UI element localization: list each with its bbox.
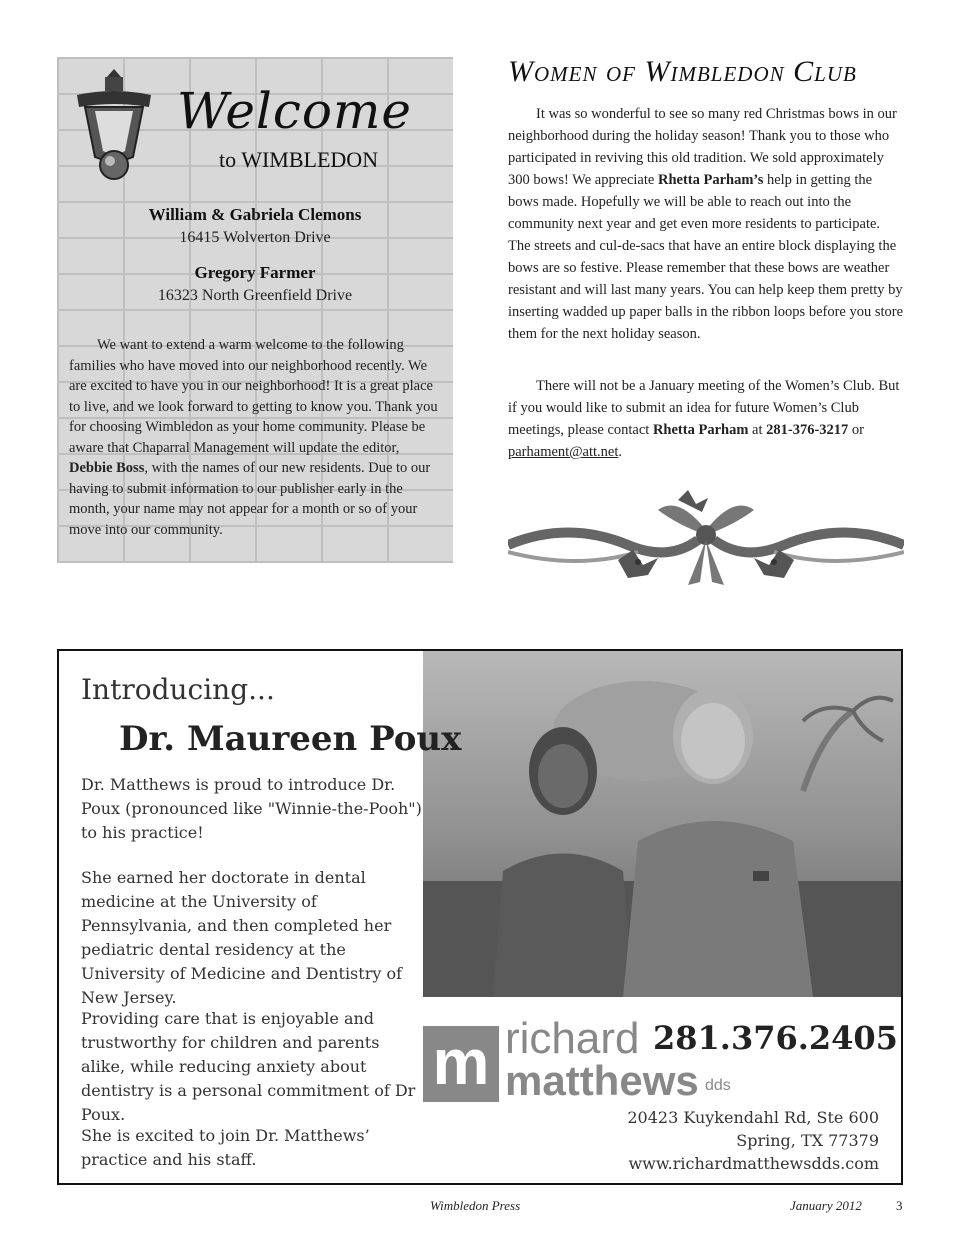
- ad-address-line-2: Spring, TX 77379: [736, 1131, 879, 1150]
- welcome-text-part: We want to extend a warm welcome to the following families who have moved into our neighborhood recently. We are excited to have you in our neighborhood! It is a great place to live, and we look forward to getting to know you. Thank you for choosing Wimbledon as your home community. Please be aware that Chaparral Management will update the editor,: [69, 337, 438, 456]
- club-text-part: help in getting the bows made. Hopefully we will be able to reach out into the community next year and get even more residents to participate. The streets and cul-de-sacs that have an entire block displaying the bows are so festive. Please remember that these bows are weather resistant and will last many years. You can help keep them pretty by inserting wadded up paper balls in the ribbon loops before you store them for the next holiday season.: [508, 172, 904, 342]
- welcome-subtitle: to WIMBLEDON: [219, 147, 379, 172]
- ad-paragraph-2: She earned her doctorate in dental medicine at the University of Pennsylvania, and then completed her pediatric dental residency at the University of Medicine and Dentistry of New Jersey.: [81, 868, 403, 1007]
- ad-address-line-1: 20423 Kuykendahl Rd, Ste 600: [627, 1108, 879, 1127]
- ad-paragraph-4: She is excited to join Dr. Matthews’ practice and his staff.: [81, 1126, 370, 1169]
- club-paragraph-1: [508, 103, 904, 345]
- richard-matthews-logo-mark: m: [423, 1026, 499, 1102]
- resident-entry: [57, 263, 453, 305]
- ad-paragraph-1: Dr. Matthews is proud to introduce Dr. Poux (pronounced like "Winnie-the-Pooh") to his practice!: [81, 775, 422, 842]
- page-number: 3: [896, 1198, 903, 1213]
- club-contact-name: Rhetta Parham’s: [657, 172, 764, 188]
- logo-matthews-text: matthews: [505, 1057, 699, 1104]
- doctor-name: Dr. Maureen Poux: [119, 719, 462, 759]
- club-text-part: .: [618, 444, 623, 460]
- club-text-part: There will not be a January meeting of the Women’s Club. But if you would like to submit an idea for future Women’s Club meetings, please contact: [508, 378, 900, 438]
- logo-dds-text: dds: [705, 1077, 731, 1094]
- doctors-photo: [423, 651, 903, 997]
- welcome-title: Welcome: [177, 82, 413, 140]
- door-knocker-icon: [69, 65, 159, 185]
- footer-date: January 2012: [790, 1198, 862, 1213]
- ad-paragraph-3: Providing care that is enjoyable and trustworthy for children and parents alike, while reducing anxiety about dentistry is a personal commitment of Dr Poux.: [81, 1009, 416, 1124]
- club-contact-email-link[interactable]: parhament@att.net: [508, 444, 619, 460]
- doctors-photo-illustration: [423, 651, 903, 997]
- resident-entry: [57, 205, 453, 247]
- resident-name: Gregory Farmer: [194, 263, 316, 282]
- welcome-paragraph: [69, 335, 441, 540]
- resident-address: 16415 Wolverton Drive: [179, 229, 331, 246]
- club-title: Women of Wimbledon Club: [508, 55, 857, 88]
- welcome-text-part: , with the names of our new residents. Due to our having to submit information to our publisher early in the month, your name may not appear for a month or so of your move into our community.: [69, 460, 431, 538]
- ad-introducing: Introducing...: [81, 673, 275, 706]
- club-text-part: It was so wonderful to see so many red Christmas bows in our neighborhood during the holiday season! Thank you to those who participated in reviving this old tradition. We sold approximately 300 bows! We appreciate: [508, 106, 897, 188]
- club-text-part: or: [848, 422, 865, 438]
- club-contact-phone: 281-376-3217: [766, 422, 849, 438]
- resident-name: William & Gabriela Clemons: [148, 205, 362, 224]
- footer-publication: Wimbledon Press: [430, 1198, 521, 1213]
- logo-richard-text: richard: [505, 1014, 640, 1063]
- holly-ribbon-icon: [508, 490, 904, 595]
- resident-address: 16323 North Greenfield Drive: [157, 287, 353, 304]
- welcome-section: [57, 57, 453, 563]
- club-paragraph-2: [508, 375, 904, 463]
- ad-website-link[interactable]: www.richardmatthewsdds.com: [628, 1154, 879, 1173]
- club-text-part: at: [748, 422, 767, 438]
- dental-advertisement: [57, 649, 903, 1185]
- ad-phone-number: 281.376.2405: [653, 1019, 898, 1057]
- editor-name: Debbie Boss: [69, 460, 145, 476]
- club-contact-name: Rhetta Parham: [652, 422, 749, 438]
